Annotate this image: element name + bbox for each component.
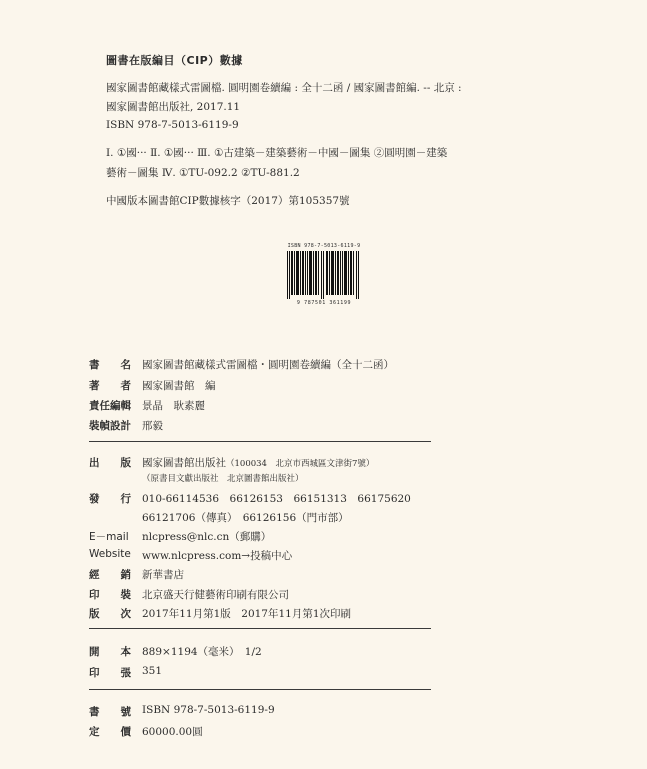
cip-line-1: 國家圖書館藏樣式雷圖檔. 圓明園卷續編 : 全十二函 / 國家圖書館編. -- 北京 : [106,82,462,94]
designer-value: 邢毅 [142,420,163,432]
barcode-bottom-text: 9 787501 361199 [296,300,352,306]
website-value: www.nlcpress.com→投稿中心 [142,550,293,562]
edition-label: 版 次 [89,608,131,620]
cip-title: 圖書在版編目（CIP）數據 [106,54,243,67]
book-name-value: 國家圖書館藏樣式雷圖檔・圓明園卷續編（全十二函） [142,359,394,371]
barcode-bars [287,251,361,299]
format-label: 開 本 [89,646,131,658]
editor-value: 景晶 耿素麗 [142,400,205,412]
divider-2 [89,628,431,629]
publisher-address: （100034 北京市西城區文津街7號） [226,459,375,469]
printer-label: 印 裝 [89,589,131,601]
barcode-top-text: ISBN 978-7-5013-6119-9 [287,243,361,249]
isbn-barcode [283,243,365,307]
seller-label: 經 銷 [89,569,131,581]
edition-value: 2017年11月第1版 2017年11月第1次印刷 [142,608,352,620]
divider-3 [89,689,431,690]
sheets-label: 印 張 [89,667,131,679]
cip-line-5: 藝術－圖集 Ⅳ. ①TU-092.2 ②TU-881.2 [106,167,300,179]
book-number-value: ISBN 978-7-5013-6119-9 [142,704,275,716]
publisher-label: 出 版 [89,457,131,469]
cip-line-4: Ⅰ. ①國··· Ⅱ. ①國··· Ⅲ. ①古建築－建築藝術－中國－圖集 ②圓明園－建築 [106,147,448,159]
publisher-name: 國家圖書館出版社 [142,457,226,469]
book-number-label: 書 號 [89,706,131,718]
author-label: 著 者 [89,380,131,392]
price-value: 60000.00圓 [142,726,203,738]
publisher-former: （原書目文獻出版社 北京圖書館出版社） [142,474,304,484]
distribution-phones: 010-66114536 66126153 66151313 66175620 [142,493,411,505]
website-label: Website [89,548,131,560]
price-label: 定 價 [89,726,131,738]
editor-label: 責任編輯 [89,400,131,412]
cip-isbn: ISBN 978-7-5013-6119-9 [106,119,239,131]
cip-line-2: 國家圖書館出版社, 2017.11 [106,101,241,113]
seller-value: 新華書店 [142,569,184,581]
email-label: E－mail [89,531,129,543]
cip-number: 中國版本圖書館CIP數據核字（2017）第105357號 [106,195,350,207]
format-value: 889×1194（毫米） 1/2 [142,646,262,658]
distribution-label: 發 行 [89,493,131,505]
publisher-value [142,455,374,470]
email-value: nlcpress@nlc.cn（郵購） [142,531,272,543]
sheets-value: 351 [142,665,163,677]
designer-label: 裝幀設計 [89,420,131,432]
distribution-fax: 66121706（傳真） 66126156（門市部） [142,512,349,524]
book-name-label: 書 名 [89,359,131,371]
divider-1 [89,441,431,442]
printer-value: 北京盛天行健藝術印刷有限公司 [142,589,289,601]
author-value: 國家圖書館 編 [142,380,216,392]
